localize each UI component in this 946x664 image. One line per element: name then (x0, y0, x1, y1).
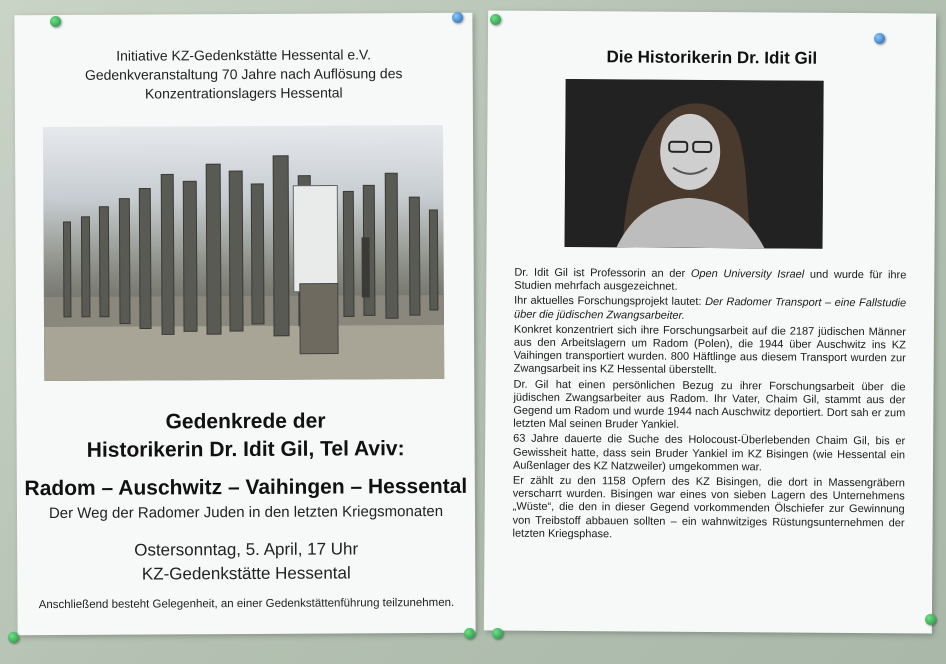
push-pin-icon (8, 632, 19, 643)
lecture-title (16, 407, 474, 465)
push-pin-icon (464, 628, 475, 639)
route-subtitle: Der Weg der Radomer Juden in den letzten Kriegsmonaten (48, 502, 444, 523)
bio-paragraph: Ihr aktuelles Forschungsprojekt lautet: Der Radomer Transport – eine Fallstudie über die jüdischen Zwangsarbeiter. (514, 295, 907, 322)
header-line: Initiative KZ-Gedenkstätte Hessental e.V. (116, 46, 371, 64)
date-time: Ostersonntag, 5. April, 17 Uhr (134, 539, 359, 560)
organizer-header (15, 45, 473, 104)
bio-paragraph: 63 Jahre dauerte die Suche des Holocoust-Überlebenden Chaim Gil, bis er Gewissheit hatte, dass sein Bruder Yankiel im KZ Bisingen (wie Hessental ein Außenlager des KZ Natzweiler) umgekommen war. (512, 433, 906, 474)
bio-paragraph: Dr. Idit Gil ist Professorin an der Open University Israel und wurde für ihre Studien mehrfach ausgezeichnet. (514, 266, 907, 293)
venue: KZ-Gedenkstätte Hessental (141, 563, 351, 584)
push-pin-icon (492, 628, 503, 639)
event-poster (14, 13, 475, 635)
bio-paragraph: Dr. Gil hat einen persönlichen Bezug zu ihrer Forschungsarbeit über die jüdischen Zwangsarbeiter aus Radom. Ihr Vater, Chaim Gil, stammt aus der Gegend um Radom und wurde 1944 nach Auschwitz deportiert. Dort sah er zum letzten Mal seinen Bruder Yankiel. (513, 378, 906, 432)
header-line: Konzentrationslagers Hessental (144, 84, 343, 102)
bio-poster (484, 10, 936, 633)
lecture-title-line: Gedenkrede der (165, 409, 326, 434)
push-pin-icon (452, 12, 463, 23)
memorial-photo (43, 125, 444, 381)
route-title: Radom – Auschwitz – Vaihingen – Hessental (24, 474, 468, 501)
push-pin-icon (925, 614, 936, 625)
memorial-pillars-illustration (43, 125, 444, 381)
portrait-photo (565, 79, 824, 249)
date-and-venue (17, 537, 475, 587)
bio-heading: Die Historikerin Dr. Idit Gil (606, 47, 818, 68)
push-pin-icon (874, 33, 885, 44)
push-pin-icon (50, 16, 61, 27)
bio-paragraph: Konkret konzentriert sich ihre Forschungsarbeit auf die 2187 jüdischen Männer aus den Arbeitslagern um Radom (Polen), die 1944 über Auschwitz ins KZ Vaihingen transportiert wurden. 800 Häftlinge aus diesem Transport wurden zur Zwangsarbeit ins KZ Hessental überstellt. (513, 323, 906, 377)
header-line: Gedenkveranstaltung 70 Jahre nach Auflösung des (84, 65, 403, 83)
bio-paragraph: Er zählt zu den 1158 Opfern des KZ Bisingen, die dort in Massengräbern verscharrt wurden. Bisingen war eines von sieben Lagern des Unternehmens „Wüste“, die den in dieser Gegend vorkommenden Ölschiefer zur Gewinnung von Treibstoff abbauen sollten – ein wahnwitziges Rüstungsunternehmen der letzten Kriegsphase. (512, 474, 905, 541)
lecture-title-line: Historikerin Dr. Idit Gil, Tel Aviv: (86, 437, 405, 462)
push-pin-icon (490, 14, 501, 25)
portrait-illustration (565, 79, 824, 249)
closing-note: Anschließend besteht Gelegenheit, an einer Gedenkstättenführung teilzunehmen. (38, 596, 455, 612)
bio-text (512, 267, 906, 546)
